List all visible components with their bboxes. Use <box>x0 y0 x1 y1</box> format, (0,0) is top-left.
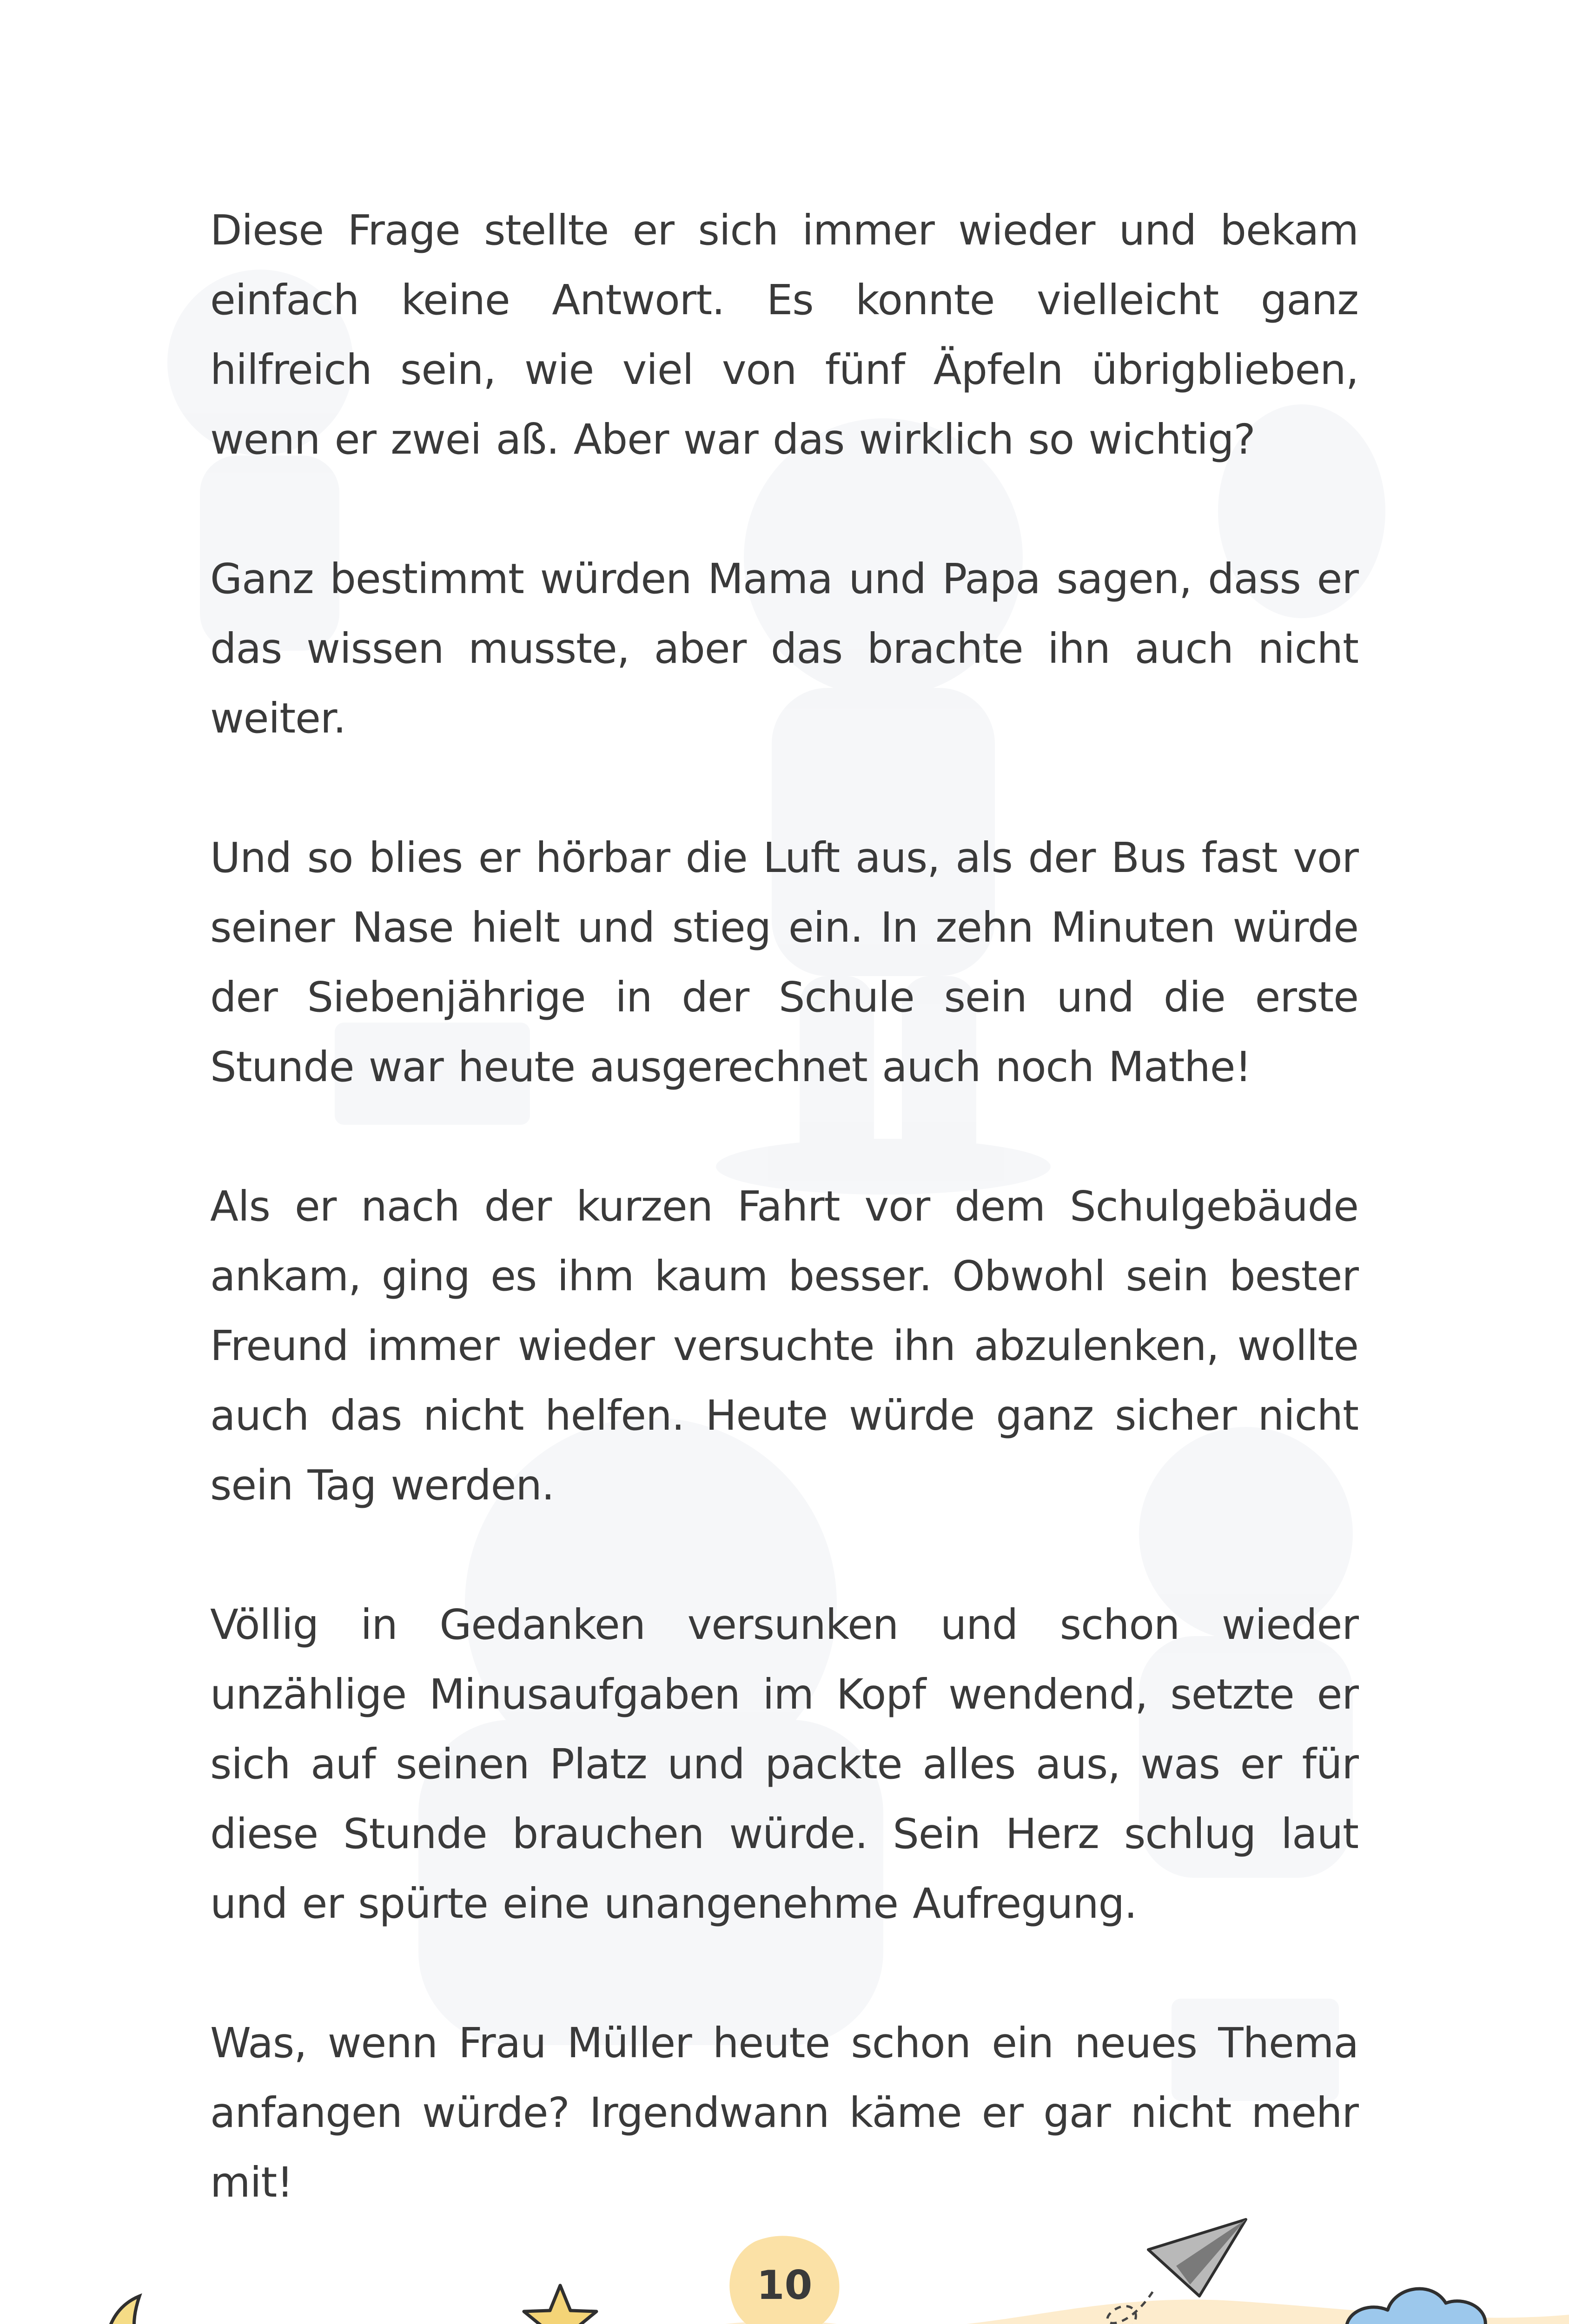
paper-plane-icon <box>1148 2219 1246 2296</box>
cloud-icon <box>1340 2289 1501 2324</box>
moon-icon <box>106 2296 218 2324</box>
star-icon <box>524 2285 596 2324</box>
story-text <box>210 195 1358 2217</box>
paragraph: Ganz bestimmt würden Mama und Papa sagen, dass er das wissen musste, aber das brachte ihn auch nicht weiter. <box>210 555 1358 742</box>
paragraph: Völlig in Gedanken versunken und schon wieder unzählige Minusaufgaben im Kopf wendend, setzte er sich auf seinen Platz und packte alles aus, was er für diese Stunde brauchen würde. Sein Herz schlug laut und er spürte eine unangenehme Aufregung. <box>210 1600 1358 1928</box>
page-number-text: 10 <box>756 2262 813 2309</box>
page-number <box>728 2232 841 2324</box>
paragraph: Diese Frage stellte er sich immer wieder und bekam einfach keine Antwort. Es konnte vielleicht ganz hilfreich sein, wie viel von fünf Äpfeln übrigblieben, wenn er zwei aß. Aber war das wirklich so wichtig? <box>210 206 1358 463</box>
paragraph: Und so blies er hörbar die Luft aus, als der Bus fast vor seiner Nase hielt und stieg ein. In zehn Minuten würde der Siebenjährige in der Schule sein und die erste Stunde war heute ausgerechnet auch noch Mathe! <box>210 833 1358 1091</box>
rocket-icon <box>287 2318 423 2324</box>
paragraph: Als er nach der kurzen Fahrt vor dem Schulgebäude ankam, ging es ihm kaum besser. Obwohl sein bester Freund immer wieder versuchte ihn abzulenken, wollte auch das nicht helfen. Heute würde ganz sicher nicht sein Tag werden. <box>210 1182 1358 1509</box>
paragraph: Was, wenn Frau Müller heute schon ein neues Thema anfangen würde? Irgendwann käme er gar nicht mehr mit! <box>210 2019 1358 2206</box>
